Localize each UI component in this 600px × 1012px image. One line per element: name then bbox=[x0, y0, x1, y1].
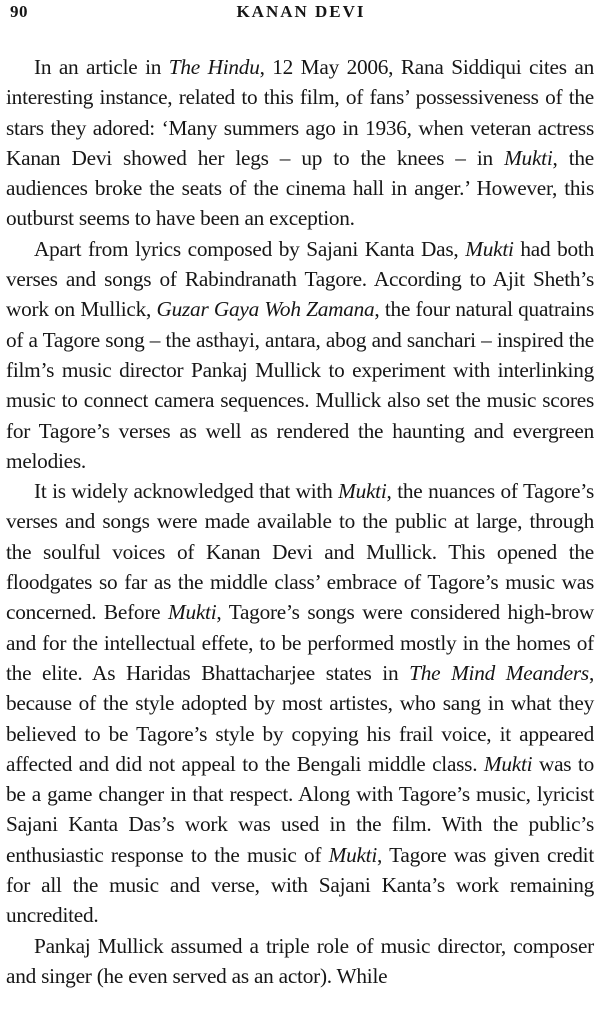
text-run: Pankaj Mullick assumed a triple role of music director, composer and singer (he even served as an actor). While bbox=[6, 933, 594, 988]
text-run: , because of the style adopted by most artistes, who sang in what they believed to be Tagore’s style by copying his frail voice, it appeared affected and did not appeal to the Bengali middle class. bbox=[6, 660, 595, 776]
body-text bbox=[6, 52, 594, 991]
text-run: It is widely acknowledged that with bbox=[34, 479, 339, 504]
page-number: 90 bbox=[10, 2, 28, 21]
paragraph bbox=[6, 234, 594, 476]
italic-title: Mukti bbox=[504, 145, 553, 170]
italic-title: The Hindu bbox=[168, 55, 260, 79]
text-run: In an article in bbox=[34, 55, 169, 79]
text-run: had both verses and songs of Rabindranath Tagore. According to Ajit Sheth’s work on Mullick, bbox=[6, 236, 594, 322]
italic-title: Mukti bbox=[328, 842, 378, 867]
paragraph bbox=[6, 931, 594, 992]
italic-title: Mukti bbox=[167, 600, 217, 625]
text-run: , the nuances of Tagore’s verses and songs were made available to the public at large, through the soulful voices of Kanan Devi and Mullick. This opened the floodgates so far as the middle class’ embrace of Tagore’s music was concerned. Before bbox=[6, 479, 594, 625]
text-run: , Tagore was given credit for all the music and verse, with Sajani Kanta’s work remaining uncredited. bbox=[6, 842, 594, 928]
text-run: , 12 May 2006, Rana Siddiqui cites an interesting instance, related to this film, of fans’ possessiveness of the stars they adored: ‘Many summers ago in 1936, when veteran actress Kanan Devi showed her legs – up to the knees – in bbox=[6, 55, 595, 170]
italic-title: Mukti bbox=[465, 236, 514, 261]
italic-title: The Mind Meanders bbox=[409, 660, 589, 685]
paragraph bbox=[6, 476, 594, 930]
text-run: was to be a game changer in that respect. Along with Tagore’s music, lyricist Sajani Kanta Das’s work was used in the film. With the public’s enthusiastic response to the music of bbox=[6, 751, 594, 867]
running-head: KANAN DEVI bbox=[236, 2, 366, 21]
text-run: , the audiences broke the seats of the cinema hall in anger.’ However, this outburst seems to have been an exception. bbox=[6, 145, 594, 231]
page-header bbox=[10, 0, 592, 30]
paragraph bbox=[6, 52, 594, 234]
text-run: Apart from lyrics composed by Sajani Kanta Das, bbox=[34, 236, 466, 261]
italic-title: Guzar Gaya Woh Zamana bbox=[156, 297, 375, 322]
text-run: , the four natural quatrains of a Tagore song – the asthayi, antara, abog and sanchari – inspired the film’s music director Pankaj Mullick to experiment with interlinking music to connect camera sequences. Mullick also set the music scores for Tagore’s verses as well as rendered the haunting and evergreen melodies. bbox=[6, 297, 594, 473]
italic-title: Mukti bbox=[483, 751, 533, 776]
text-run: , Tagore’s songs were considered high-brow and for the intellectual effete, to be performed mostly in the homes of the elite. As Haridas Bhattacharjee states in bbox=[6, 600, 594, 685]
italic-title: Mukti bbox=[338, 479, 387, 504]
